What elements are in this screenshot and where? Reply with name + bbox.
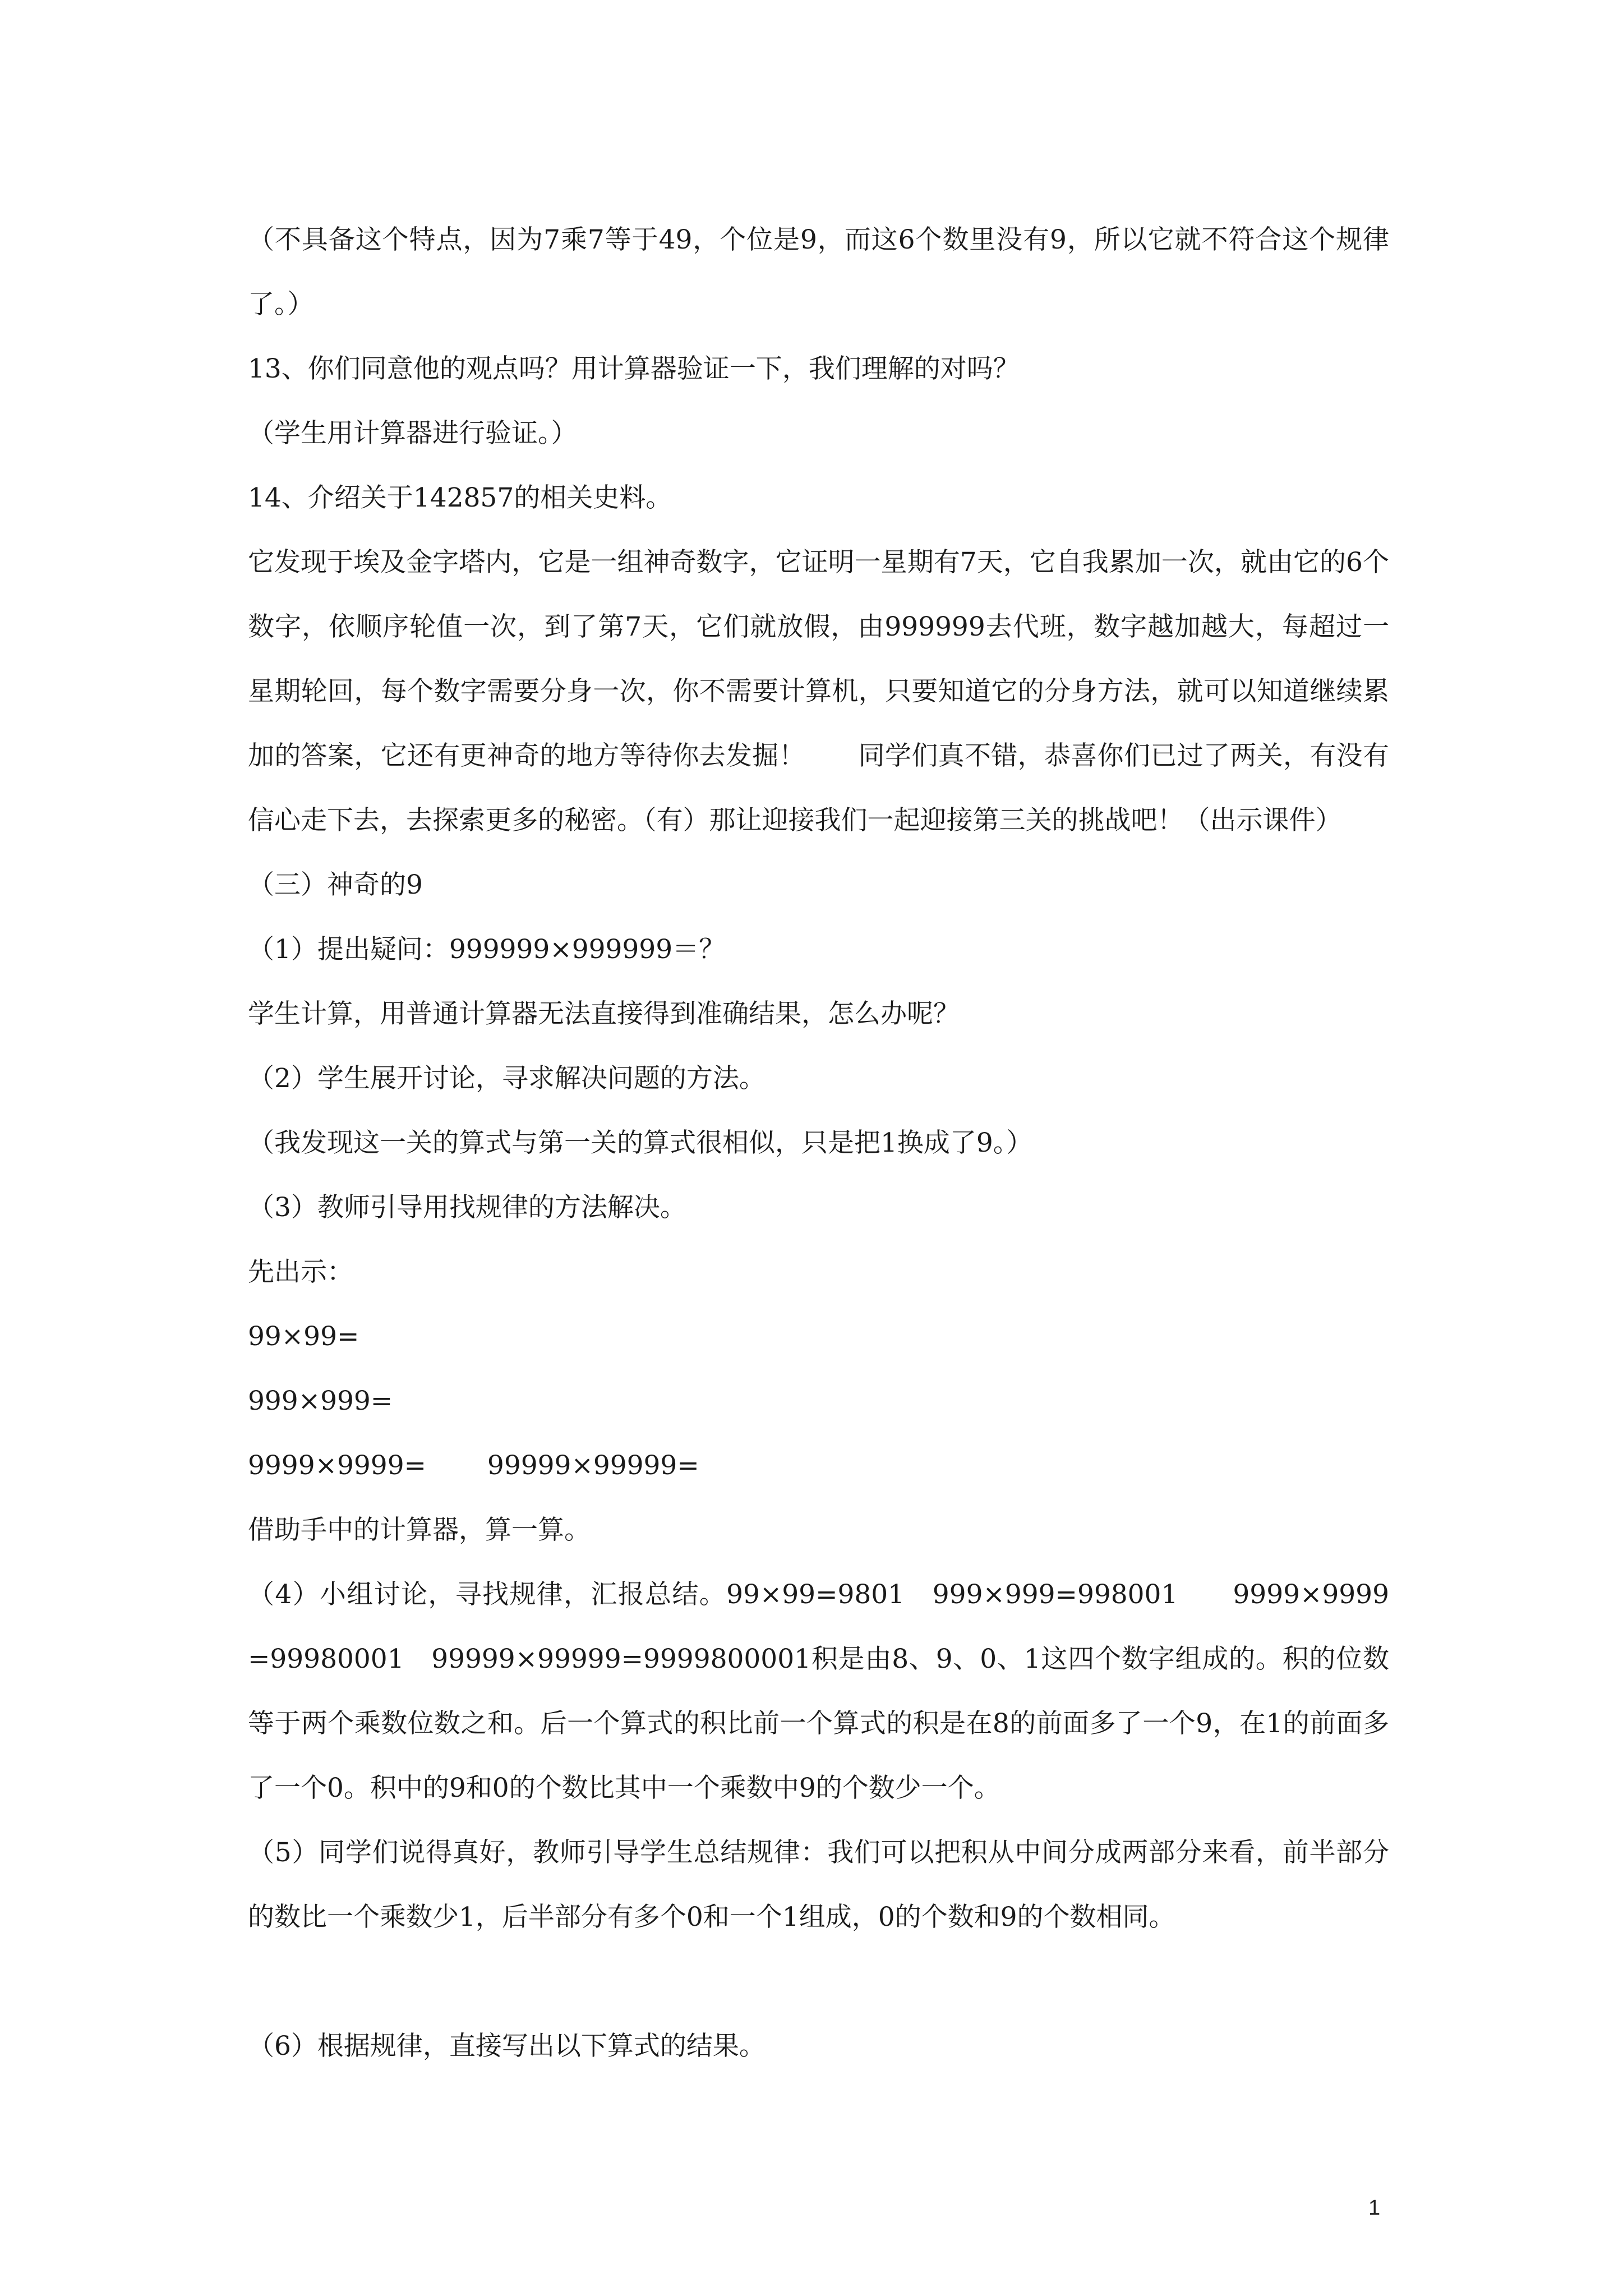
paragraph-student-calc: 学生计算，用普通计算器无法直接得到准确结果，怎么办呢？ [248, 999, 960, 1029]
paragraph-item-14: 14、介绍关于142857的相关史料。 [248, 482, 672, 513]
paragraph-step-3: （3）教师引导用找规律的方法解决。 [248, 1192, 686, 1223]
page-number: 1 [1368, 2196, 1381, 2220]
equation-9999-99999: 9999×9999= 99999×99999= [248, 1450, 699, 1481]
paragraph-explanation-seven: （不具备这个特点，因为7乘7等于49，个位是9，而这6个数里没有9，所以它就不符合这个规律了。） [248, 224, 1389, 320]
paragraph-step-6: （6）根据规律，直接写出以下算式的结果。 [248, 2031, 766, 2062]
document-body [248, 208, 1389, 2078]
paragraph-student-verify: （学生用计算器进行验证。） [248, 418, 578, 449]
paragraph-show-first: 先出示： [248, 1257, 353, 1287]
equation-999: 999×999= [248, 1386, 393, 1416]
paragraph-history: 它发现于埃及金字塔内，它是一组神奇数字，它证明一星期有7天，它自我累加一次，就由它的6个数字，依顺序轮值一次，到了第7天，它们就放假，由999999去代班，数字越加越大，每超过一星期轮回，每个数字需要分身一次，你不需要计算机，只要知道它的分身方法，就可以知道继续累加的答案，它还有更神奇的地方等待你去发掘！ 同学们真不错，恭喜你们已过了两关，有没有信心走下去，去探索更多的秘密。（有）那让迎接我们一起迎接第三关的挑战吧！（出示课件） [248, 547, 1389, 836]
paragraph-step-4: （4）小组讨论，寻找规律，汇报总结。99×99=9801 999×999=998001 9999×9999=99980001 99999×99999=9999800001积是由8、9、0、1这四个数字组成的。积的位数等于两个乘数位数之和。后一个算式的积比前一个算式的积是在8的前面多了一个9，在1的前面多了一个0。积中的9和0的个数比其中一个乘数中9的个数少一个。 [248, 1579, 1389, 1803]
paragraph-spacer [248, 1949, 1389, 2014]
paragraph-use-calculator: 借助手中的计算器，算一算。 [248, 1515, 591, 1545]
equation-99: 99×99= [248, 1321, 359, 1352]
paragraph-question-13: 13、你们同意他的观点吗？用计算器验证一下，我们理解的对吗？ [248, 353, 1020, 384]
section-heading-magic-nine: （三）神奇的9 [248, 869, 423, 900]
paragraph-discovery: （我发现这一关的算式与第一关的算式很相似，只是把1换成了9。） [248, 1128, 1033, 1158]
paragraph-step-2: （2）学生展开讨论，寻求解决问题的方法。 [248, 1063, 766, 1094]
paragraph-step-5: （5）同学们说得真好，教师引导学生总结规律：我们可以把积从中间分成两部分来看，前半部分的数比一个乘数少1，后半部分有多个0和一个1组成，0的个数和9的个数相同。 [248, 1837, 1389, 1932]
paragraph-step-1: （1）提出疑问：999999×999999＝？ [248, 934, 726, 965]
